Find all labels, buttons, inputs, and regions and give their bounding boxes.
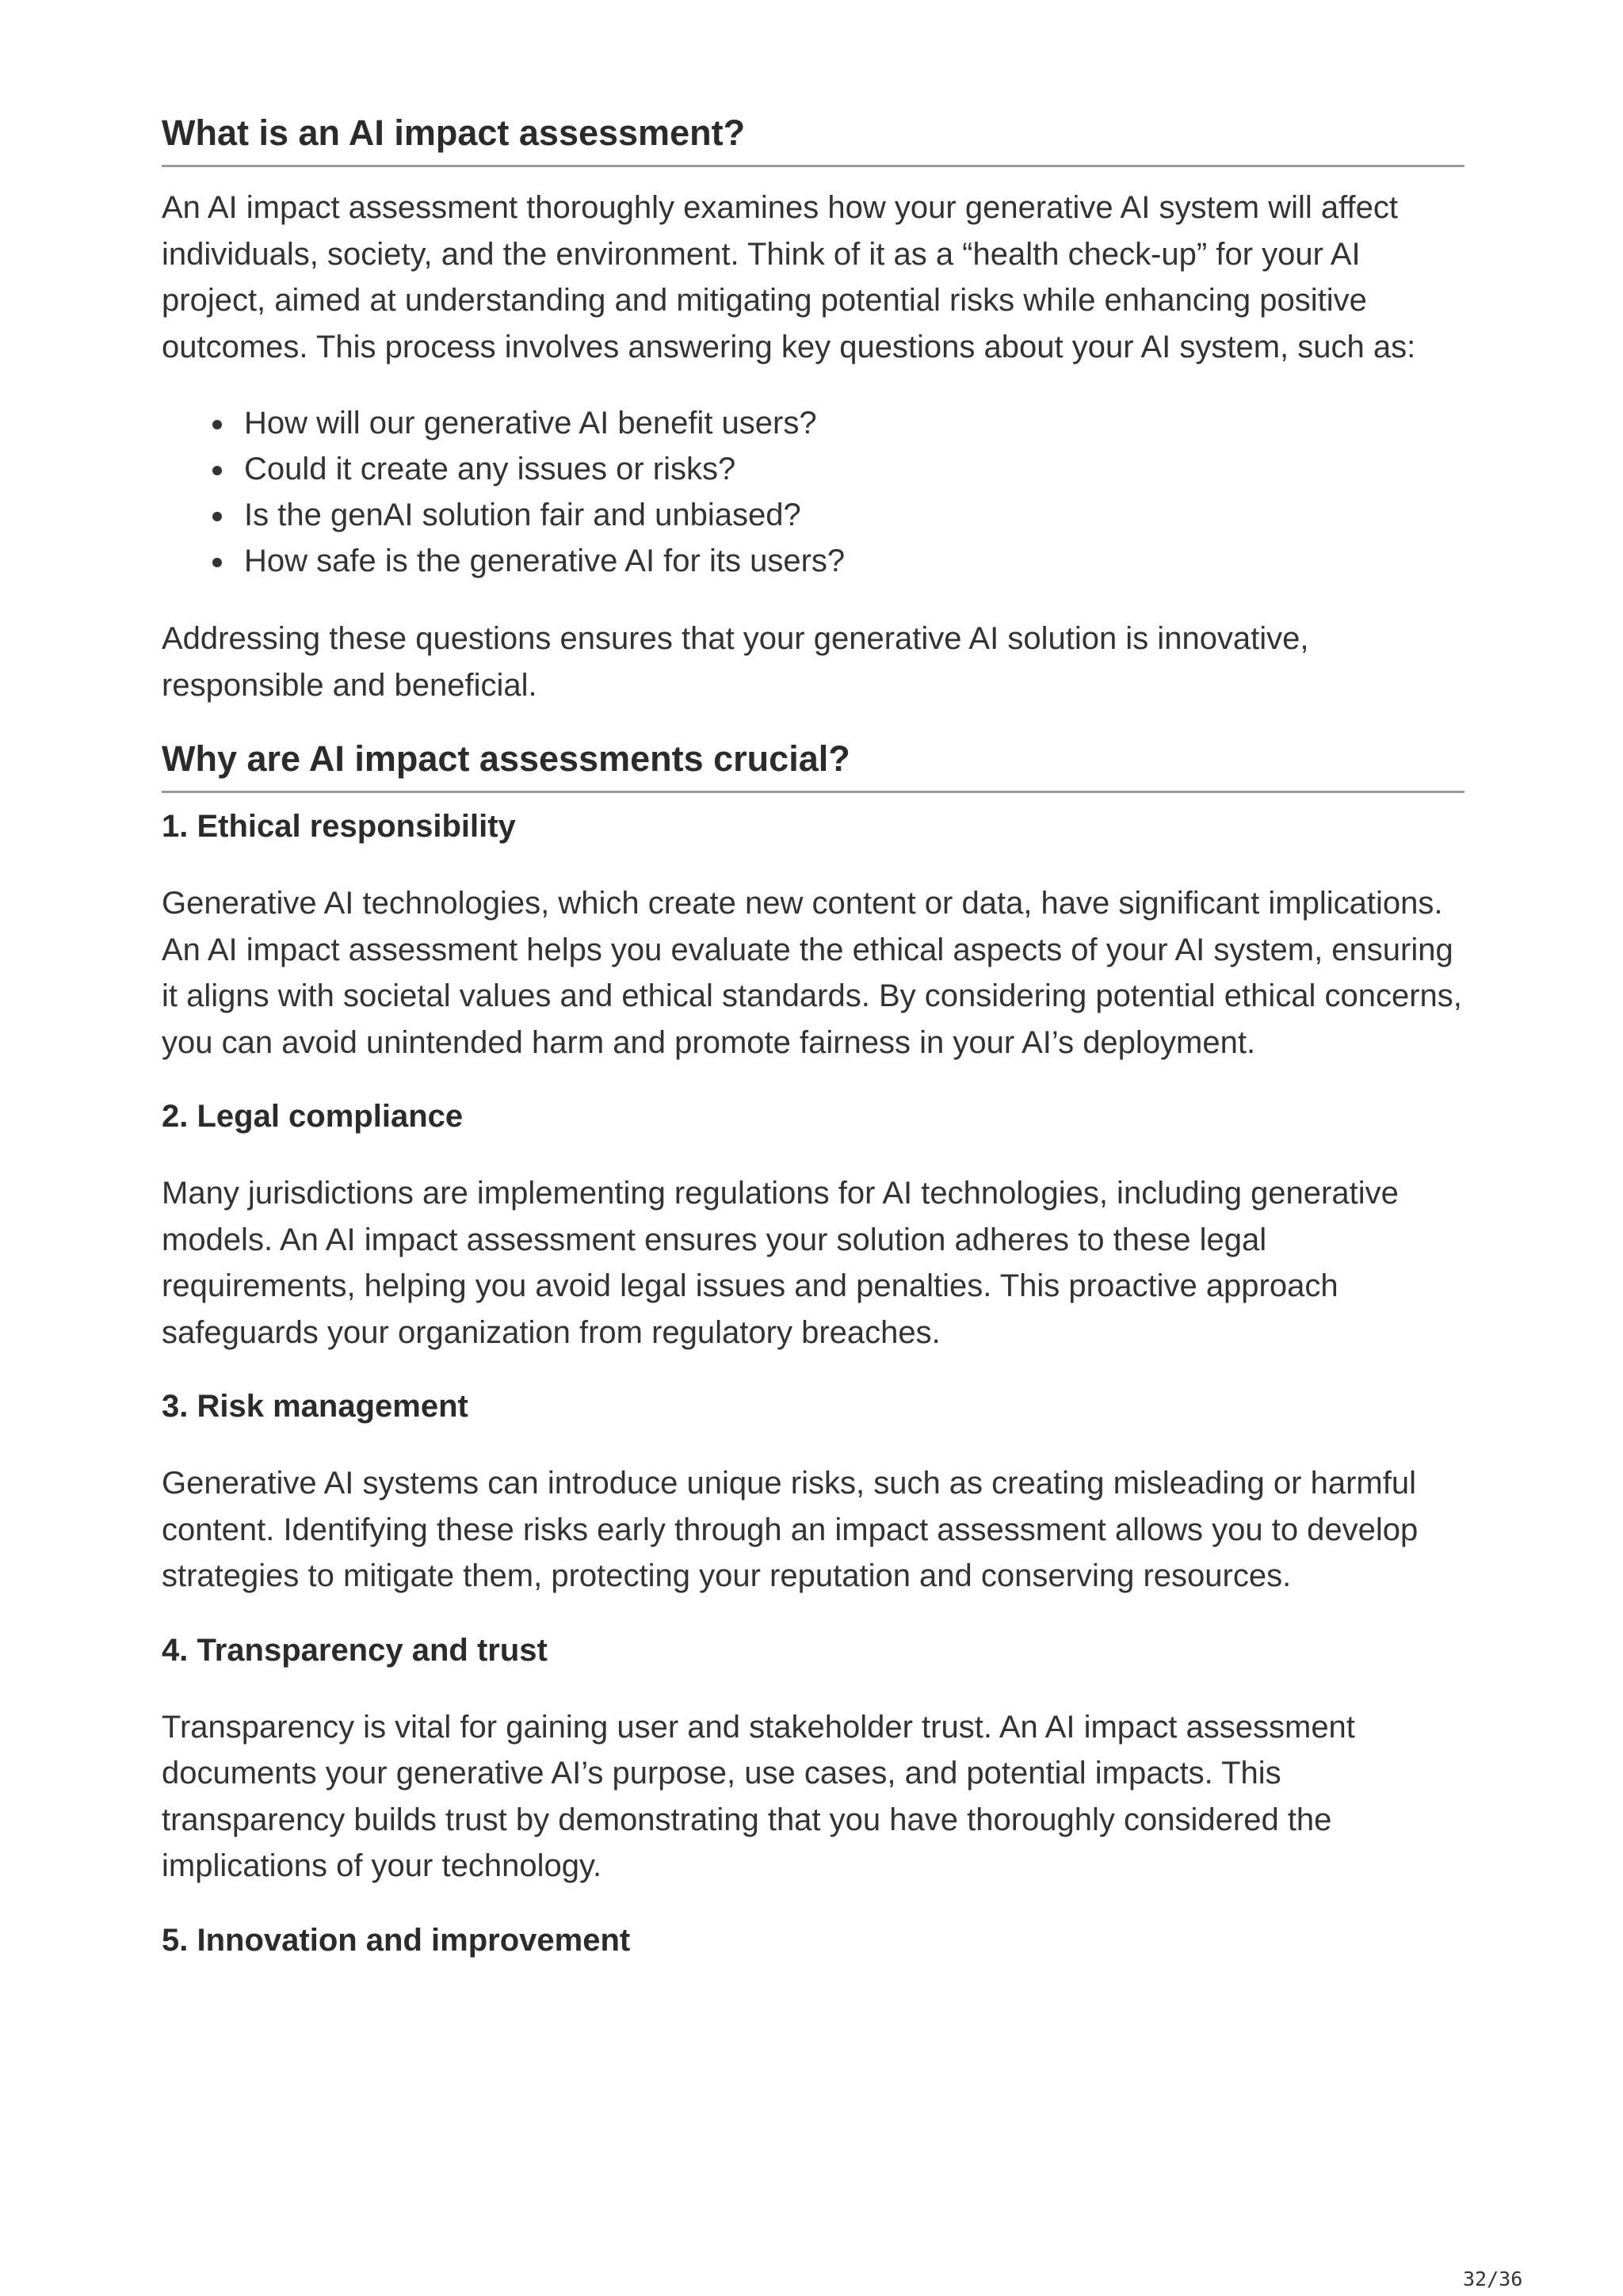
subsection-title-innovation: 5. Innovation and improvement — [162, 1922, 631, 1958]
subsection-title-legal: 2. Legal compliance — [162, 1099, 464, 1134]
subsection-title-transparency: 4. Transparency and trust — [162, 1632, 548, 1668]
subsection-title-ethical: 1. Ethical responsibility — [162, 809, 516, 844]
document-content — [162, 111, 1465, 1962]
question-list — [162, 400, 1465, 584]
list-item: Could it create any issues or risks? — [244, 446, 1465, 492]
subsection-body-ethical: Generative AI technologies, which create new content or data, have significant implications. An AI impact assessment helps you evaluate the ethical aspects of your AI system, ensuring it aligns with societal values and ethical standards. By considering potential ethical concerns, you can avoid unintended harm and promote fairness in your AI’s deployment. — [162, 886, 1462, 1060]
list-item: How safe is the generative AI for its users? — [244, 538, 1465, 584]
closing-paragraph: Addressing these questions ensures that your generative AI solution is innovative, responsible and beneficial. — [162, 621, 1309, 703]
section-heading-why-crucial: Why are AI impact assessments crucial? — [162, 737, 1465, 793]
subsection-body-legal: Many jurisdictions are implementing regulations for AI technologies, including generative models. An AI impact assessment ensures your solution adheres to these legal requirements, helping you avoid legal issues and penalties. This proactive approach safeguards your organization from regulatory breaches. — [162, 1176, 1399, 1350]
intro-paragraph: An AI impact assessment thoroughly examines how your generative AI system will affect individuals, society, and the environment. Think of it as a “health check-up” for your AI project, aimed at understanding and mitigating potential risks while enhancing positive outcomes. This process involves answering key questions about your AI system, such as: — [162, 190, 1416, 364]
subsection-body-transparency: Transparency is vital for gaining user and stakeholder trust. An AI impact assessment documents your generative AI’s purpose, use cases, and potential impacts. This transparency builds trust by demonstrating that you have thoroughly considered the implications of your technology. — [162, 1709, 1355, 1883]
list-item: Is the genAI solution fair and unbiased? — [244, 492, 1465, 538]
page-number: 32/36 — [1463, 2267, 1523, 2290]
section-heading-what-is: What is an AI impact assessment? — [162, 111, 1465, 167]
subsection-body-risk: Generative AI systems can introduce unique risks, such as creating misleading or harmful content. Identifying these risks early through an impact assessment allows you to develop strategies to mitigate them, protecting your reputation and conserving resources. — [162, 1466, 1419, 1593]
list-item: How will our generative AI benefit users? — [244, 400, 1465, 446]
subsection-title-risk: 3. Risk management — [162, 1389, 468, 1424]
